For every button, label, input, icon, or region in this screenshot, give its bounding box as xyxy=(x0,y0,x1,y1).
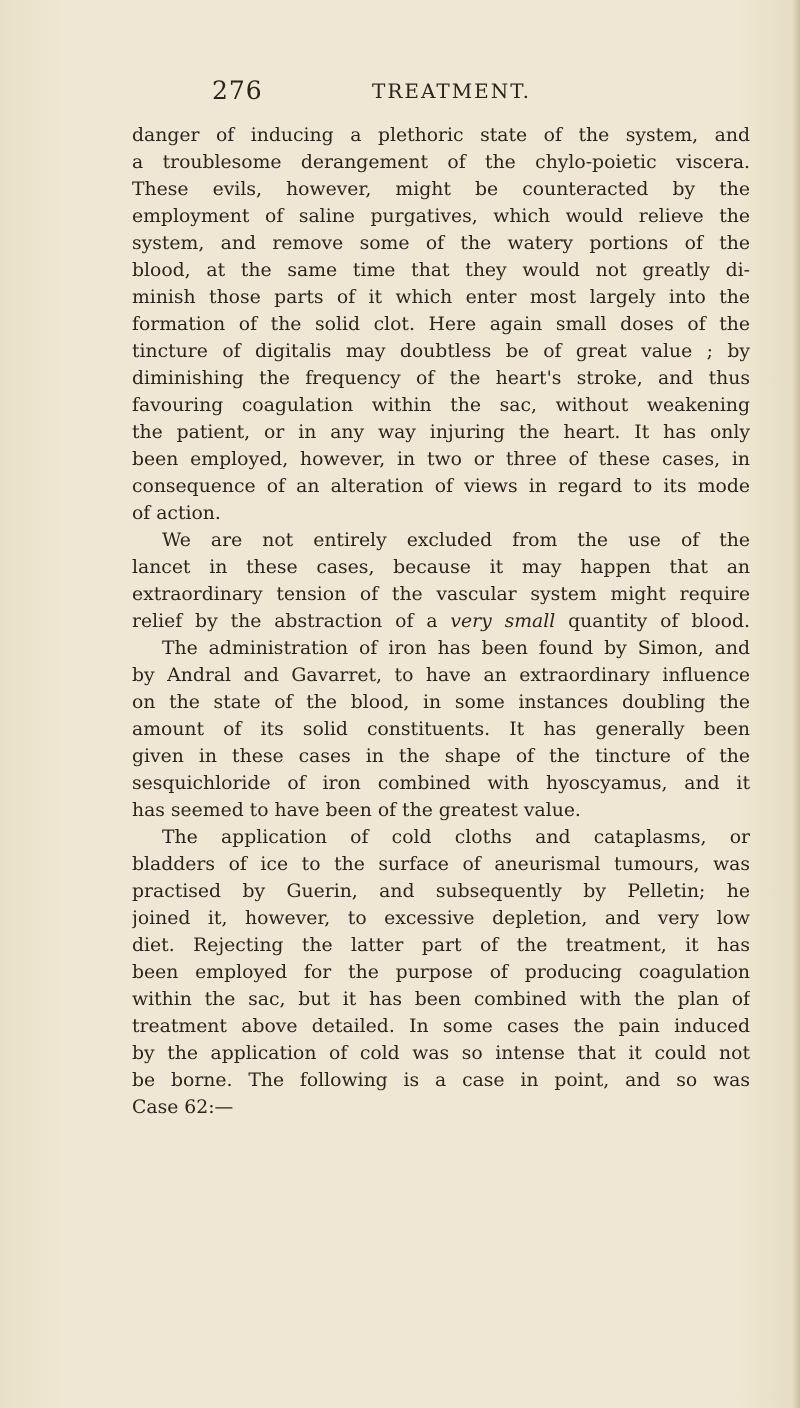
text-line: amount of its solid constituents. It has generally been xyxy=(132,719,750,740)
text-line: within the sac, but it has been combined with the plan of xyxy=(132,989,750,1010)
page-number: 276 xyxy=(212,76,263,105)
text-line: on the state of the blood, in some instances doubling the xyxy=(132,692,750,713)
text-line: bladders of ice to the surface of aneurismal tumours, was xyxy=(132,854,750,875)
text-line: treatment above detailed. In some cases the pain induced xyxy=(132,1016,750,1037)
text-line: a troublesome derangement of the chylo-poietic viscera. xyxy=(132,152,750,173)
text-line: sesquichloride of iron combined with hyoscyamus, and it xyxy=(132,773,750,794)
page-edge-shadow xyxy=(792,0,800,1408)
text-line: diminishing the frequency of the heart's stroke, and thus xyxy=(132,368,750,389)
text-line: The application of cold cloths and cataplasms, or xyxy=(162,827,750,848)
text-line: danger of inducing a plethoric state of the system, and xyxy=(132,125,750,146)
body-text xyxy=(132,122,750,1121)
text-line: employment of saline purgatives, which would relieve the xyxy=(132,206,750,227)
text-line: be borne. The following is a case in point, and so was xyxy=(132,1070,750,1091)
italic-phrase: very small xyxy=(450,611,556,632)
text-line: blood, at the same time that they would not greatly di- xyxy=(132,260,750,281)
text-line: has seemed to have been of the greatest value. xyxy=(132,800,581,821)
text-line: the patient, or in any way injuring the heart. It has only xyxy=(132,422,750,443)
text-line: lancet in these cases, because it may happen that an xyxy=(132,557,750,578)
text-line: The administration of iron has been found by Simon, and xyxy=(162,638,750,659)
text-line: diet. Rejecting the latter part of the treatment, it has xyxy=(132,935,750,956)
text-line: We are not entirely excluded from the use of the xyxy=(162,530,750,551)
page-header xyxy=(212,76,552,116)
text-line: by Andral and Gavarret, to have an extraordinary influence xyxy=(132,665,750,686)
text-line: given in these cases in the shape of the tincture of the xyxy=(132,746,750,767)
text-line-italic xyxy=(132,608,750,635)
text-segment: quantity of blood. xyxy=(568,611,750,632)
text-line: consequence of an alteration of views in regard to its mode xyxy=(132,476,750,497)
text-line: joined it, however, to excessive depletion, and very low xyxy=(132,908,750,929)
text-line: system, and remove some of the watery portions of the xyxy=(132,233,750,254)
text-line: formation of the solid clot. Here again small doses of the xyxy=(132,314,750,335)
text-segment: relief by the abstraction of a xyxy=(132,611,438,632)
text-line: Case 62:— xyxy=(132,1097,234,1118)
text-line: extraordinary tension of the vascular system might require xyxy=(132,584,750,605)
text-line: minish those parts of it which enter most largely into the xyxy=(132,287,750,308)
text-line: of action. xyxy=(132,503,221,524)
text-line: tincture of digitalis may doubtless be of great value ; by xyxy=(132,341,750,362)
text-line: These evils, however, might be counteracted by the xyxy=(132,179,750,200)
text-line: been employed, however, in two or three of these cases, in xyxy=(132,449,750,470)
text-line: favouring coagulation within the sac, without weakening xyxy=(132,395,750,416)
running-head: TREATMENT. xyxy=(372,79,532,103)
text-line: been employed for the purpose of producing coagulation xyxy=(132,962,750,983)
text-line: by the application of cold was so intense that it could not xyxy=(132,1043,750,1064)
text-line: practised by Guerin, and subsequently by Pelletin; he xyxy=(132,881,750,902)
